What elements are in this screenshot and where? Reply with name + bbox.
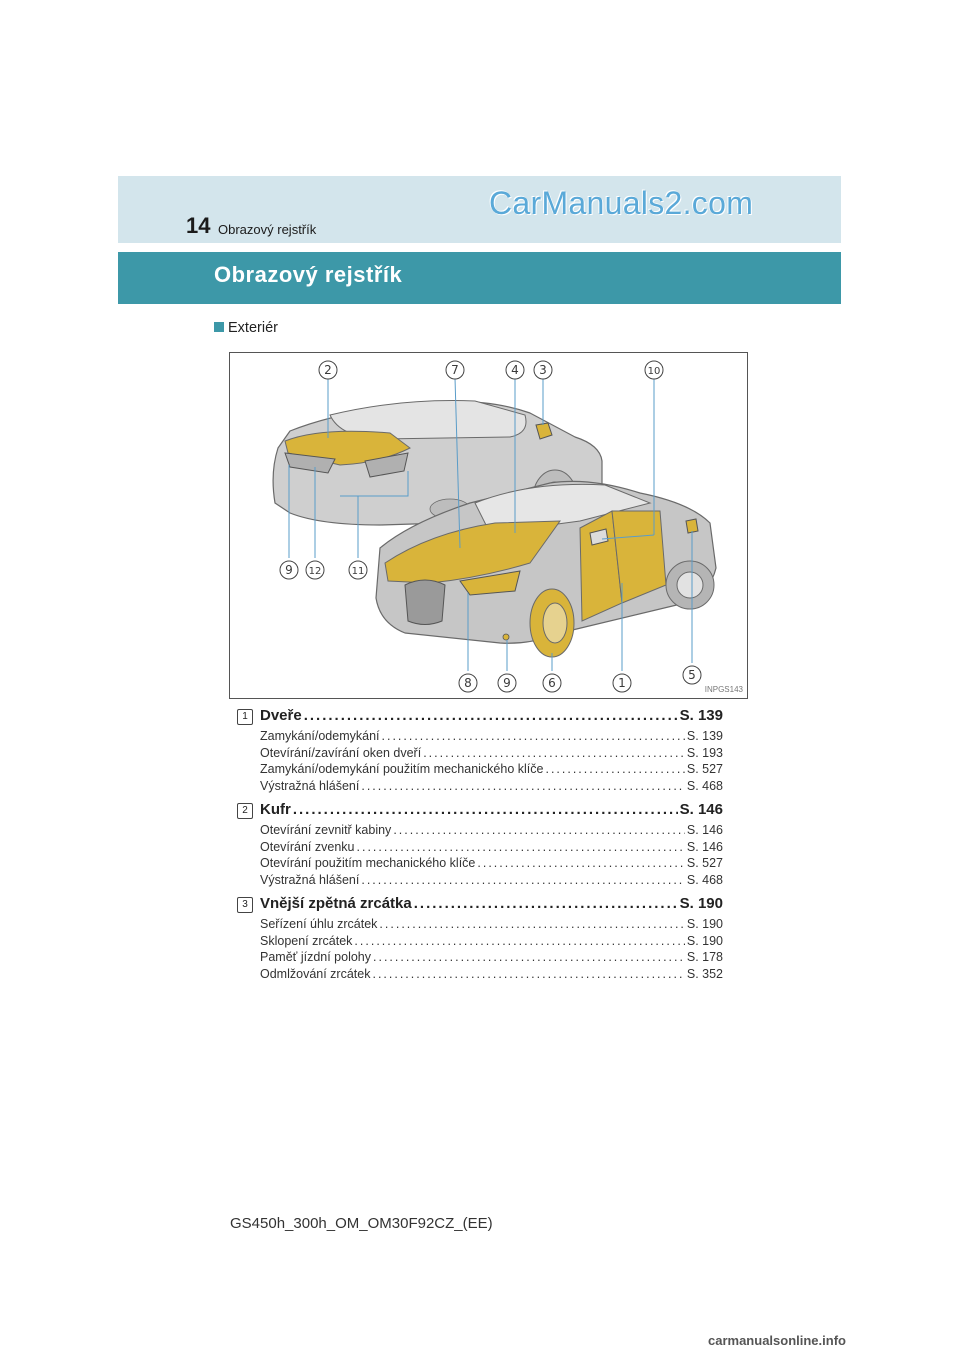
svg-text:6: 6 [548, 676, 556, 690]
car-illustration [230, 353, 747, 698]
dot-leader [393, 823, 685, 837]
callout-11 [349, 561, 367, 579]
entry-title: Kufr [260, 801, 291, 818]
callout-9-front [498, 674, 516, 692]
callout-4 [506, 361, 524, 379]
entry-page: S. 190 [679, 895, 723, 912]
watermark-logo[interactable]: CarManuals2.com [489, 185, 754, 221]
page-number: 14 [186, 213, 211, 238]
entry-title-link[interactable] [260, 895, 723, 912]
svg-text:10: 10 [647, 366, 661, 377]
dot-leader [361, 873, 685, 887]
dot-leader [423, 746, 685, 760]
dot-leader [545, 762, 684, 776]
dot-leader [414, 895, 678, 912]
sub-item-label: Zamykání/odemykání použitím mechanického klíče [260, 762, 544, 776]
entry-head [237, 895, 723, 917]
fuel-flap-highlight [686, 519, 698, 533]
sub-item-label: Otevírání/zavírání oken dveří [260, 745, 422, 760]
callout-7 [446, 361, 464, 379]
sub-item-label: Otevírání zvenku [260, 839, 355, 854]
sub-item-link[interactable] [260, 746, 723, 763]
svg-text:7: 7 [451, 363, 459, 377]
sub-item-page: S. 146 [686, 823, 723, 837]
sub-item-page: S. 527 [686, 856, 723, 870]
sub-item-page: S. 352 [686, 966, 723, 981]
svg-text:9: 9 [285, 563, 293, 577]
sub-item-label: Výstražná hlášení [260, 872, 360, 887]
dot-leader [304, 707, 678, 724]
sub-item-link[interactable] [260, 967, 723, 984]
entry-page: S. 146 [679, 801, 723, 818]
entry-title: Dveře [260, 707, 302, 724]
sub-item-link[interactable] [260, 823, 723, 840]
callout-2 [319, 361, 337, 379]
svg-text:8: 8 [464, 676, 472, 690]
callout-10 [645, 361, 663, 379]
entry-head [237, 707, 723, 729]
sub-item-page: S. 468 [686, 872, 723, 887]
sub-item-page: S. 193 [686, 745, 723, 760]
callout-6 [543, 674, 561, 692]
callout-12 [306, 561, 324, 579]
sub-item-page: S. 527 [686, 762, 723, 776]
svg-text:12: 12 [308, 566, 322, 577]
index-entry-mirrors [237, 895, 723, 983]
sub-item-label: Paměť jízdní polohy [260, 950, 371, 964]
sub-item-link[interactable] [260, 762, 723, 779]
sub-item-label: Seřízení úhlu zrcátek [260, 917, 378, 931]
sub-item-label: Odmlžování zrcátek [260, 966, 371, 981]
sub-item-page: S. 139 [686, 729, 723, 743]
dot-leader [372, 967, 684, 981]
dot-leader [361, 779, 685, 793]
sub-item-page: S. 178 [686, 950, 723, 964]
page-title: Obrazový rejstřík [214, 262, 403, 287]
section-label: Exteriér [228, 320, 278, 336]
svg-text:11: 11 [351, 566, 365, 577]
svg-text:2: 2 [324, 363, 332, 377]
sub-item-label: Výstražná hlášení [260, 778, 360, 793]
running-title: Obrazový rejstřík [218, 222, 317, 237]
svg-text:3: 3 [539, 363, 547, 377]
sub-item-label: Otevírání použitím mechanického klíče [260, 856, 476, 870]
sub-item-label: Zamykání/odemykání [260, 729, 380, 743]
dot-leader [354, 934, 684, 948]
entry-number-badge: 1 [237, 709, 253, 725]
sub-item-link[interactable] [260, 840, 723, 857]
sub-item-label: Sklopení zrcátek [260, 933, 353, 948]
svg-text:1: 1 [618, 676, 626, 690]
sub-item-link[interactable] [260, 917, 723, 934]
section-heading [214, 320, 278, 336]
callout-8 [459, 674, 477, 692]
svg-text:9: 9 [503, 676, 511, 690]
footer-site-watermark[interactable]: carmanualsonline.info [708, 1333, 846, 1348]
index-entry-doors [237, 707, 723, 795]
sub-item-link[interactable] [260, 934, 723, 951]
callout-5 [683, 666, 701, 684]
sub-item-link[interactable] [260, 856, 723, 873]
sub-item-page: S. 146 [686, 839, 723, 854]
callout-1 [613, 674, 631, 692]
sub-item-link[interactable] [260, 729, 723, 746]
sub-item-page: S. 468 [686, 778, 723, 793]
entry-title: Vnější zpětná zrcátka [260, 895, 412, 912]
svg-text:5: 5 [688, 668, 696, 682]
dot-leader [382, 729, 685, 743]
entry-title-link[interactable] [260, 801, 723, 818]
sub-item-label: Otevírání zevnitř kabiny [260, 823, 392, 837]
dot-leader [293, 801, 678, 818]
entry-head [237, 801, 723, 823]
callout-9-rear [280, 561, 298, 579]
figure-code: INPGS143 [704, 685, 743, 694]
sub-item-page: S. 190 [686, 917, 723, 931]
dot-leader [379, 917, 684, 931]
index-list [237, 707, 723, 989]
dot-leader [477, 856, 684, 870]
index-entry-trunk [237, 801, 723, 889]
entry-number-badge: 2 [237, 803, 253, 819]
footer-document-code: GS450h_300h_OM_OM30F92CZ_(EE) [230, 1215, 493, 1232]
sub-item-link[interactable] [260, 873, 723, 890]
exterior-figure [229, 352, 748, 699]
callout-3 [534, 361, 552, 379]
dot-leader [357, 840, 685, 854]
sub-item-link[interactable] [260, 779, 723, 796]
entry-title-link[interactable] [260, 707, 723, 724]
entry-number-badge: 3 [237, 897, 253, 913]
sub-item-link[interactable] [260, 950, 723, 967]
dot-leader [373, 950, 685, 964]
sub-item-page: S. 190 [686, 933, 723, 948]
svg-text:4: 4 [511, 363, 519, 377]
square-bullet-icon [214, 322, 224, 332]
entry-page: S. 139 [679, 707, 723, 724]
